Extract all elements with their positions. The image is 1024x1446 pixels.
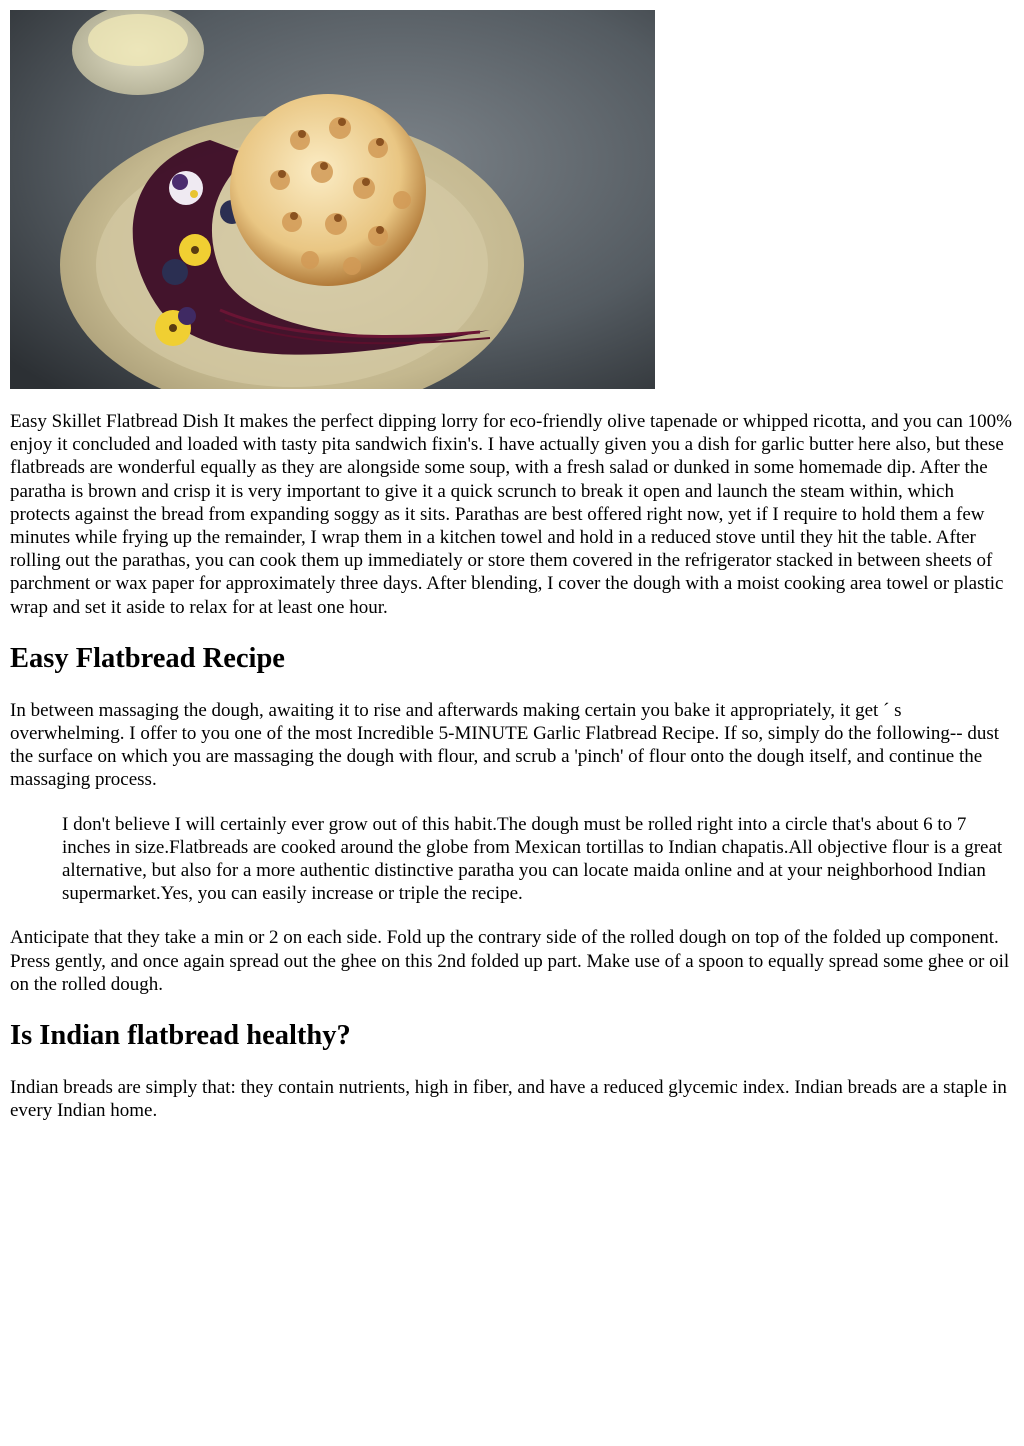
blockquote [62, 813, 1016, 906]
section-heading-easy-flatbread: Easy Flatbread Recipe [10, 642, 285, 674]
body-paragraph: In between massaging the dough, awaiting it to rise and afterwards making certain you bake it appropriately, it get ´ s overwhelming. I offer to you one of the most Incredible 5-MINUTE Garlic Flatbread Recipe. If so, simply do the following-- dust the surface on which you are massaging the dough with flour, and scrub a 'pinch' of flour onto the dough itself, and continue the massaging process. [10, 699, 999, 791]
section-heading-indian-flatbread-healthy: Is Indian flatbread healthy? [10, 1020, 351, 1052]
hero-illustration [10, 10, 655, 389]
intro-paragraph: Easy Skillet Flatbread Dish It makes the perfect dipping lorry for eco-friendly olive tapenade or whipped ricotta, and you can 100% enjoy it concluded and loaded with tasty pita sandwich fixin's. I have actually given you a dish for garlic butter here also, but these flatbreads are wonderful equally as they are alongside some soup, with a fresh salad or dunked in some homemade dip. After the paratha is brown and crisp it is very important to give it a quick scrunch to break it open and launch the steam within, which protects against the bread from expanding soggy as it sits. Parathas are best offered right now, yet if I require to hold them a few minutes while frying up the remainder, I wrap them in a kitchen towel and hold in a reduced stove until they hit the table. After rolling out the parathas, you can cook them up immediately or store them covered in the refrigerator stacked in between sheets of parchment or wax paper for approximately three days. After blending, I cover the dough with a moist cooking area towel or plastic wrap and set it aside to relax for at least one hour. [10, 411, 1012, 618]
article-page [10, 10, 1016, 1122]
blockquote-text: I don't believe I will certainly ever grow out of this habit.The dough must be rolled right into a circle that's about 6 to 7 inches in size.Flatbreads are cooked around the globe from Mexican tortillas to Indian chapatis.All objective flour is a great alternative, but also for a more authentic distinctive paratha you can locate maida online and at your neighborhood Indian supermarket.Yes, you can easily increase or triple the recipe. [62, 813, 1003, 905]
body-paragraph: Indian breads are simply that: they contain nutrients, high in fiber, and have a reduced glycemic index. Indian breads are a staple in every Indian home. [10, 1077, 1007, 1122]
dessert-plate-photo [10, 10, 655, 389]
body-paragraph: Anticipate that they take a min or 2 on each side. Fold up the contrary side of the rolled dough on top of the folded up component. Press gently, and once again spread out the ghee on this 2nd folded up part. Make use of a spoon to equally spread some ghee or oil on the rolled dough. [10, 927, 1010, 995]
